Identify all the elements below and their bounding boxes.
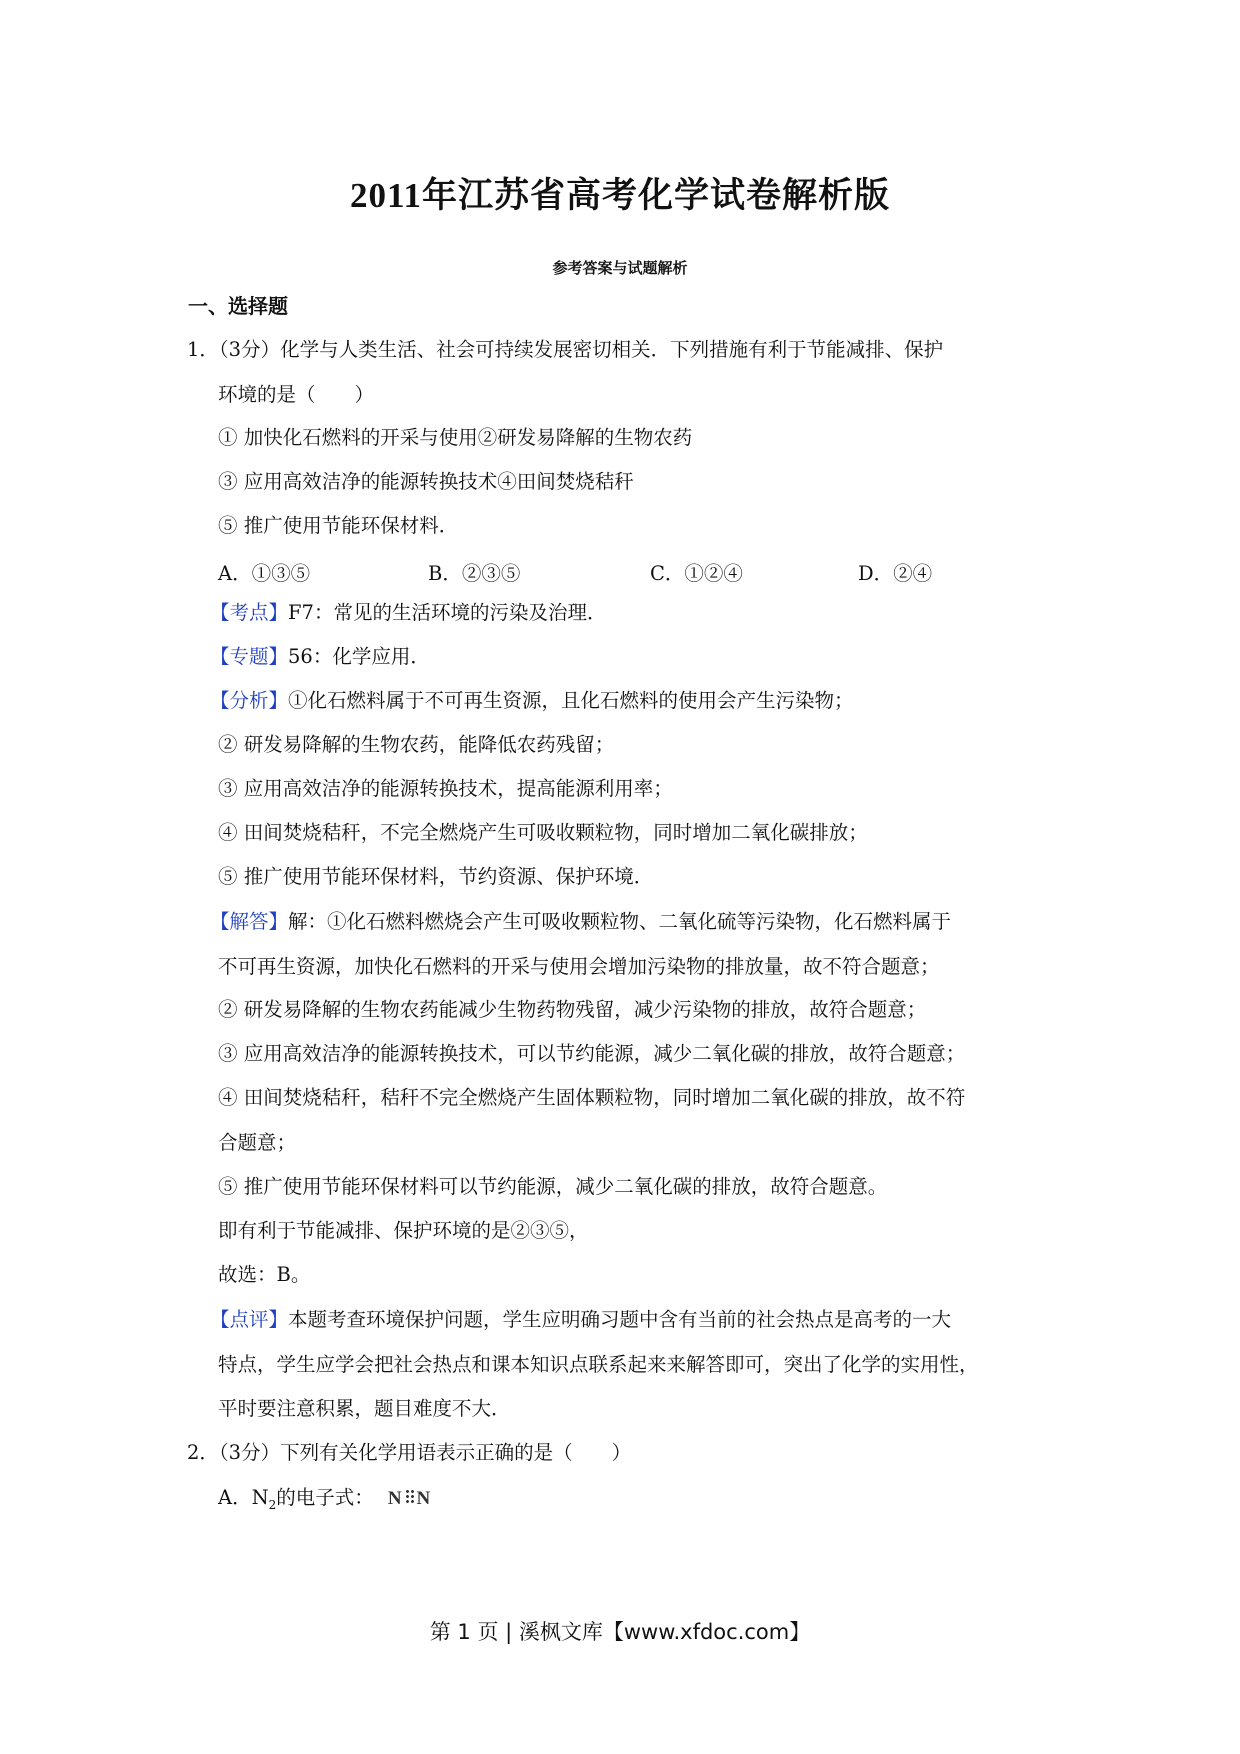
question-2-stem: 2．（3分）下列有关化学用语表示正确的是（ ）: [187, 1441, 632, 1464]
fenxi-text: ①化石燃料属于不可再生资源，且化石燃料的使用会产生污染物；: [288, 689, 854, 712]
dianping-line: 平时要注意积累，题目难度不大．: [218, 1397, 511, 1420]
dianping-text: 本题考查环境保护问题，学生应明确习题中含有当前的社会热点是高考的一大: [288, 1308, 952, 1331]
jieda-line: ③ 应用高效洁净的能源转换技术，可以节约能源，减少二氧化碳的排放，故符合题意；: [218, 1042, 966, 1065]
dianping-line: 特点，学生应学会把社会热点和课本知识点联系起来来解答即可，突出了化学的实用性，: [218, 1353, 979, 1376]
jieda-line: 即有利于节能减排、保护环境的是②③⑤，: [218, 1219, 589, 1242]
jieda-line: ④ 田间焚烧秸秆，秸秆不完全燃烧产生固体颗粒物，同时增加二氧化碳的排放，故不符: [218, 1086, 966, 1109]
electron-dots-icon: [405, 1489, 415, 1505]
dianping-tag: 【点评】: [210, 1308, 289, 1331]
dianping-line: [210, 1308, 951, 1331]
page-title: 2011年江苏省高考化学试卷解析版: [349, 176, 891, 215]
jieda-line: 故选：B。: [218, 1263, 311, 1286]
zhuanti-text: 56：化学应用．: [288, 645, 430, 668]
zhuanti-line: [210, 645, 430, 668]
zhuanti-tag: 【专题】: [210, 645, 289, 668]
subscript: 2: [268, 1497, 277, 1512]
jieda-line: 不可再生资源，加快化石燃料的开采与使用会增加污染物的排放量，故不符合题意；: [218, 955, 940, 978]
jieda-text: 解：①化石燃料燃烧会产生可吸收颗粒物、二氧化硫等污染物，化石燃料属于: [288, 910, 952, 933]
question-2-option-a: [218, 1486, 431, 1512]
option-d: D．②④: [858, 562, 933, 585]
kaodian-tag: 【考点】: [210, 601, 289, 624]
fenxi-line: [210, 689, 854, 712]
electron-formula: [388, 1488, 431, 1511]
option-b: B．②③⑤: [428, 562, 521, 585]
question-1-stem-cont: 环境的是（ ）: [218, 383, 375, 406]
jieda-line: 合题意；: [218, 1131, 297, 1154]
jieda-line: [210, 910, 951, 933]
jieda-line: ② 研发易降解的生物农药能减少生物药物残留，减少污染物的排放，故符合题意；: [218, 998, 927, 1021]
fenxi-line: ② 研发易降解的生物农药，能降低农药残留；: [218, 733, 615, 756]
kaodian-text: F7：常见的生活环境的污染及治理．: [288, 601, 607, 624]
jieda-line: ⑤ 推广使用节能环保材料可以节约能源，减少二氧化碳的排放，故符合题意。: [218, 1175, 888, 1198]
page-footer: 第 1 页 | 溪枫文库【www.xfdoc.com】: [429, 1620, 811, 1644]
option-a: A．①③⑤: [218, 562, 311, 585]
option-c: C．①②④: [650, 562, 743, 585]
formula-atom: N: [416, 1488, 432, 1509]
page-subtitle: 参考答案与试题解析: [552, 259, 688, 277]
option-a-suffix: 的电子式：: [276, 1486, 374, 1509]
question-1-item: ⑤ 推广使用节能环保材料．: [218, 514, 459, 537]
fenxi-line: ⑤ 推广使用节能环保材料，节约资源、保护环境．: [218, 865, 654, 888]
fenxi-line: ③ 应用高效洁净的能源转换技术，提高能源利用率；: [218, 777, 673, 800]
jieda-tag: 【解答】: [210, 910, 289, 933]
fenxi-line: ④ 田间焚烧秸秆，不完全燃烧产生可吸收颗粒物，同时增加二氧化碳排放；: [218, 821, 868, 844]
kaodian-line: [210, 601, 606, 624]
question-1-item: ③ 应用高效洁净的能源转换技术④田间焚烧秸秆: [218, 470, 634, 493]
formula-atom: N: [387, 1488, 403, 1509]
fenxi-tag: 【分析】: [210, 689, 289, 712]
question-1-stem: 1．（3分）化学与人类生活、社会可持续发展密切相关．下列措施有利于节能减排、保护: [187, 338, 944, 361]
option-a-prefix: A．N: [218, 1486, 269, 1509]
question-1-item: ① 加快化石燃料的开采与使用②研发易降解的生物农药: [218, 426, 693, 449]
section-heading: 一、选择题: [188, 294, 288, 318]
